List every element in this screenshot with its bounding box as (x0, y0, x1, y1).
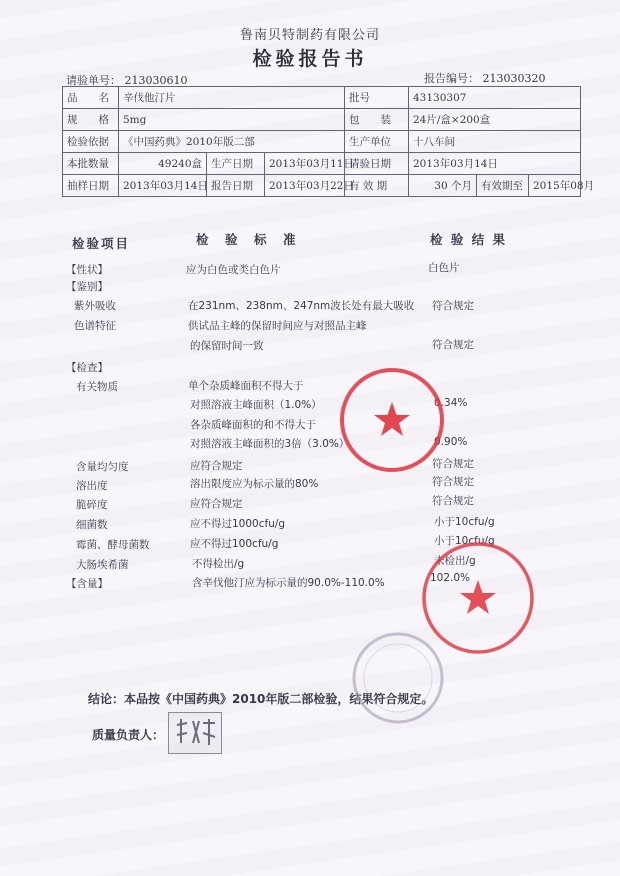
report-number: 报告编号： 213030320 (424, 72, 546, 85)
column-standard: 检 验 标 准 (196, 232, 298, 247)
request-number: 请验单号： 213030610 (66, 74, 188, 87)
basis-value: 《中国药典》2010年版二部 (119, 131, 345, 153)
info-row (63, 131, 581, 153)
pack-label: 包 装 (345, 109, 409, 131)
sample-date-value: 2013年03月14日 (119, 175, 207, 197)
mfg-date-label: 生产日期 (207, 153, 265, 175)
validity-label: 有 效 期 (345, 175, 409, 197)
uniformity-standard: 应符合规定 (190, 460, 243, 472)
identify-section: 【鉴别】 (66, 281, 108, 293)
faded-stamp-icon (350, 630, 446, 726)
info-table (62, 86, 595, 197)
company-name: 鲁南贝特制药有限公司 (239, 28, 380, 43)
hplc-standard-1: 供试品主峰的保留时间应与对照品主峰 (188, 320, 367, 332)
check-section: 【检查】 (66, 362, 108, 374)
uniformity-label: 含量均匀度 (76, 461, 129, 473)
related-label: 有关物质 (76, 381, 118, 393)
expiry-label: 有效期至 (477, 175, 529, 197)
assay-section: 【含量】 (66, 578, 108, 590)
basis-label: 检验依据 (63, 131, 119, 153)
hplc-result: 符合规定 (432, 339, 474, 351)
appearance-section: 【性状】 (66, 264, 108, 276)
request-date-label: 请验日期 (345, 153, 409, 175)
red-stamp-icon (338, 366, 446, 474)
signature-seal (168, 712, 222, 754)
signature-mark-icon (169, 713, 221, 753)
validity-value: 30 个月 (409, 175, 477, 197)
pack-value: 24片/盒×200盒 (409, 109, 581, 131)
quantity-value: 49240盒 (119, 153, 207, 175)
batch-value: 43130307 (409, 87, 581, 109)
quality-stamp-1 (338, 366, 446, 474)
uv-standard: 在231nm、238nm、247nm波长处有最大吸收 (188, 300, 415, 312)
mold-standard: 应不得过100cfu/g (190, 538, 279, 550)
related-result-2: 0.90% (434, 436, 468, 448)
sample-date-label: 抽样日期 (63, 175, 119, 197)
mold-label: 霉菌、酵母菌数 (76, 539, 150, 551)
unit-label: 生产单位 (345, 131, 409, 153)
uniformity-result: 符合规定 (432, 458, 474, 470)
dissolution-result: 符合规定 (432, 476, 474, 488)
appearance-standard: 应为白色或类白色片 (186, 264, 281, 276)
ecoli-result: 未检出/g (434, 555, 476, 567)
friability-standard: 应符合规定 (190, 498, 243, 510)
report-title: 检验报告书 (252, 48, 368, 70)
mold-result: 小于10cfu/g (434, 535, 495, 547)
hplc-label: 色谱特征 (74, 320, 116, 332)
appearance-result: 白色片 (428, 262, 460, 274)
uv-label: 紫外吸收 (74, 300, 116, 312)
expiry-value: 2015年08月 (529, 175, 581, 197)
assay-result: 102.0% (430, 572, 471, 584)
related-result-1: 0.34% (434, 397, 468, 409)
spec-label: 规 格 (63, 109, 119, 131)
product-label: 品 名 (63, 87, 119, 109)
related-standard-4: 对照溶液主峰面积的3倍（3.0%） (190, 438, 350, 450)
related-standard-2: 对照溶液主峰面积（1.0%） (190, 399, 322, 411)
friability-label: 脆碎度 (76, 499, 108, 511)
info-row (63, 87, 581, 109)
column-result: 检 验 结 果 (430, 232, 508, 247)
column-item: 检验项目 (72, 236, 131, 251)
company-stamp-faded (350, 630, 446, 726)
batch-label: 批号 (345, 87, 409, 109)
ecoli-label: 大肠埃希菌 (76, 559, 129, 571)
friability-result: 符合规定 (432, 495, 474, 507)
bacteria-result: 小于10cfu/g (434, 516, 495, 528)
report-date-label: 报告日期 (207, 175, 265, 197)
conclusion-text: 结论：本品按《中国药典》2010年版二部检验，结果符合规定。 (88, 692, 434, 706)
info-row (63, 109, 581, 131)
hplc-standard-2: 的保留时间一致 (190, 340, 264, 352)
report-date-value: 2013年03月22日 (265, 175, 345, 197)
dissolution-label: 溶出度 (76, 480, 108, 492)
ecoli-standard: 不得检出/g (192, 558, 245, 570)
product-value: 辛伐他汀片 (119, 87, 345, 109)
request-date-value: 2013年03月14日 (409, 153, 581, 175)
quantity-label: 本批数量 (63, 153, 119, 175)
uv-result: 符合规定 (432, 300, 474, 312)
mfg-date-value: 2013年03月11日 (265, 153, 345, 175)
assay-standard: 含辛伐他汀应为标示量的90.0%-110.0% (192, 577, 385, 589)
unit-value: 十八车间 (409, 131, 581, 153)
qa-label: 质量负责人： (92, 728, 165, 742)
info-row (63, 153, 581, 175)
bacteria-standard: 应不得过1000cfu/g (190, 518, 286, 530)
related-standard-1: 单个杂质峰面积不得大于 (188, 380, 304, 392)
info-row (63, 175, 581, 197)
spec-value: 5mg (119, 109, 345, 131)
bacteria-label: 细菌数 (76, 519, 108, 531)
dissolution-standard: 溶出限度应为标示量的80% (190, 478, 319, 490)
related-standard-3: 各杂质峰面积的和不得大于 (190, 419, 316, 431)
